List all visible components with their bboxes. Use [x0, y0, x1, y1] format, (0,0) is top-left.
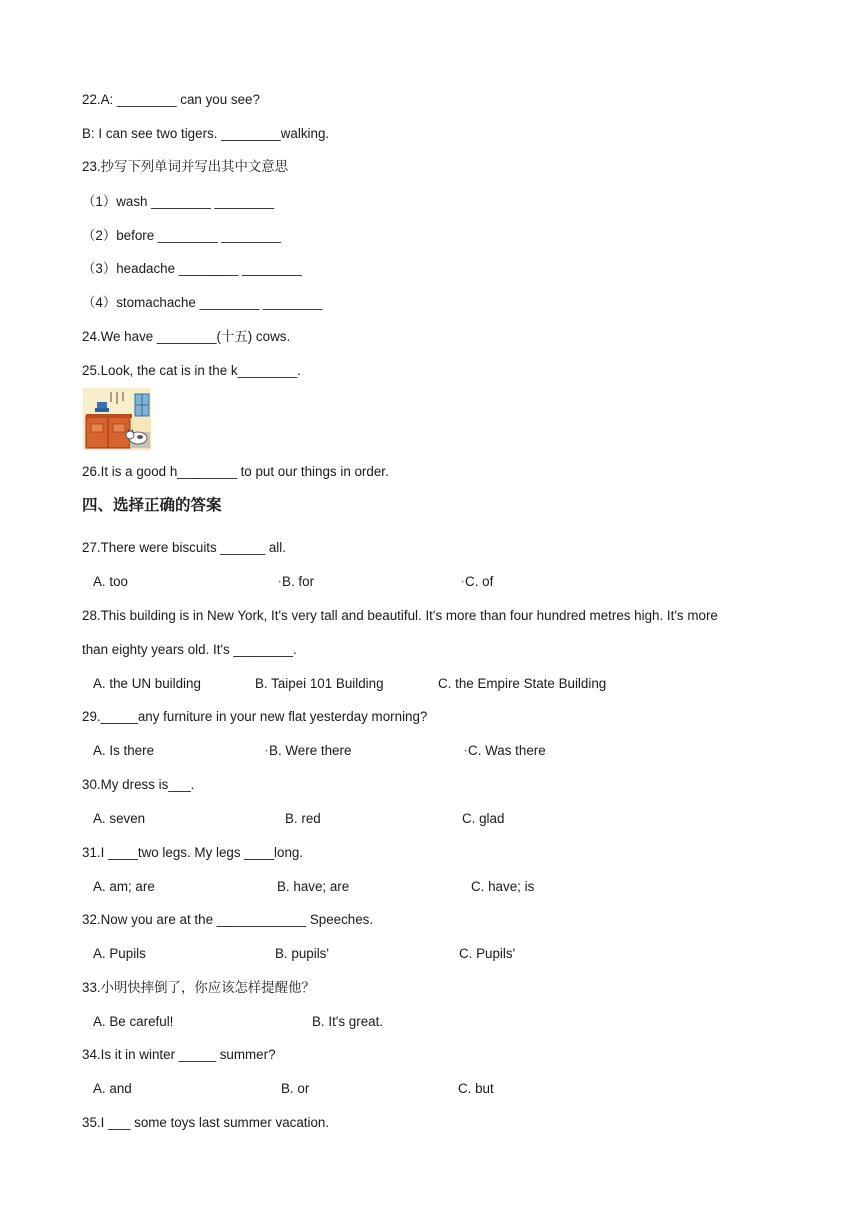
q27-option-b-wrap — [278, 573, 314, 591]
bullet-dot-icon: ● — [278, 579, 282, 586]
kitchen-cat-image — [83, 388, 151, 450]
q29-option-b-wrap — [265, 742, 351, 760]
q33-stem: 33.小明快摔倒了，你应该怎样提醒他？ — [82, 980, 315, 995]
q28-option-b: B. Taipei 101 Building — [255, 676, 384, 691]
section-four-heading: 四、选择正确的答案 — [82, 496, 222, 514]
q30-option-c: C. glad — [462, 811, 505, 826]
q35-stem: 35.I ___ some toys last summer vacation. — [82, 1115, 330, 1130]
q30-option-b: B. red — [285, 811, 321, 826]
q25-stem: 25.Look, the cat is in the k________. — [82, 363, 301, 378]
bullet-dot-icon: ● — [464, 748, 468, 755]
q34-stem: 34.Is it in winter _____ summer? — [82, 1047, 276, 1062]
q27-option-a: A. too — [93, 574, 128, 589]
q29-option-c: C. Was there — [468, 743, 546, 758]
q27-option-b: B. for — [282, 574, 315, 589]
q28-option-a: A. the UN building — [93, 676, 201, 691]
q30-option-a: A. seven — [93, 811, 146, 826]
q27-option-c-wrap — [461, 573, 493, 591]
q34-option-a: A. and — [93, 1081, 132, 1096]
q29-option-c-wrap — [464, 742, 546, 760]
q34-option-b: B. or — [281, 1081, 310, 1096]
q29-option-a: A. Is there — [93, 743, 155, 758]
q31-option-a: A. am; are — [93, 879, 155, 894]
bullet-dot-icon: ● — [461, 579, 465, 586]
q29-option-b: B. Were there — [269, 743, 352, 758]
q26-stem: 26.It is a good h________ to put our things in order. — [82, 464, 389, 479]
q28-stem-line2: than eighty years old. It's ________. — [82, 642, 297, 657]
q31-stem: 31.I ____two legs. My legs ____long. — [82, 845, 304, 860]
q27-stem: 27.There were biscuits ______ all. — [82, 540, 286, 555]
q23-item-3: （3）headache ________ ________ — [82, 261, 302, 276]
q23-item-4: （4）stomachache ________ ________ — [82, 295, 323, 310]
q23-item-1: （1）wash ________ ________ — [82, 194, 275, 209]
q31-option-c: C. have; is — [471, 879, 535, 894]
q28-stem-line1: 28.This building is in New York, It's very tall and beautiful. It's more than four hundred metres high. It's more — [82, 608, 718, 623]
q31-option-b: B. have; are — [277, 879, 350, 894]
q22-line-a: 22.A: ________ can you see? — [82, 92, 260, 107]
q27-option-c: C. of — [465, 574, 494, 589]
q23-title: 23.抄写下列单词并写出其中文意思 — [82, 159, 289, 174]
q29-stem: 29._____any furniture in your new flat yesterday morning? — [82, 709, 428, 724]
q33-option-b: B. It's great. — [312, 1014, 384, 1029]
q30-stem: 30.My dress is___. — [82, 777, 195, 792]
q34-option-c: C. but — [458, 1081, 494, 1096]
bullet-dot-icon: ● — [265, 748, 269, 755]
q22-line-b: B: I can see two tigers. ________walking. — [82, 126, 330, 141]
q33-option-a: A. Be careful! — [93, 1014, 174, 1029]
q32-option-a: A. Pupils — [93, 946, 146, 961]
q24-stem: 24.We have ________(十五) cows. — [82, 329, 291, 344]
q32-option-c: C. Pupils' — [459, 946, 516, 961]
q28-option-c: C. the Empire State Building — [438, 676, 607, 691]
q32-option-b: B. pupils' — [275, 946, 329, 961]
q32-stem: 32.Now you are at the ____________ Speeches. — [82, 912, 374, 927]
q23-item-2: （2）before ________ ________ — [82, 228, 281, 243]
